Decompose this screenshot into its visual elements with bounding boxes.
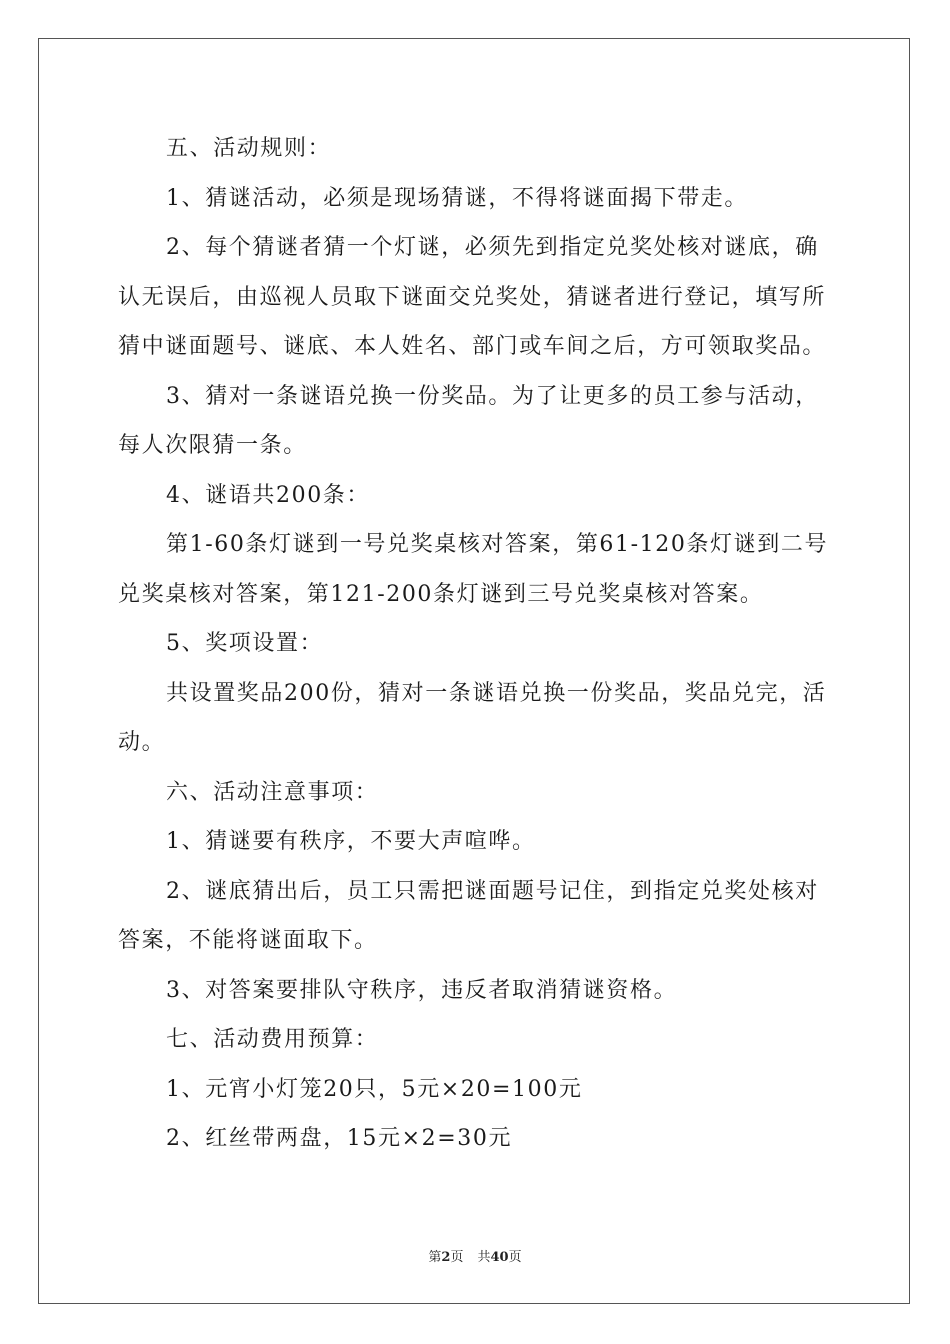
note-paragraph: 3、对答案要排队守秩序，违反者取消猜谜资格。 bbox=[166, 977, 678, 1003]
rule-paragraph: 4、谜语共200条： bbox=[166, 482, 370, 508]
section-heading-budget: 七、活动费用预算： bbox=[166, 1027, 379, 1052]
rule-paragraph: 1、猜谜活动，必须是现场猜谜，不得将谜面揭下带走。 bbox=[166, 185, 748, 211]
page-number-suffix: 页 bbox=[450, 1250, 464, 1265]
section-heading-notes: 六、活动注意事项： bbox=[166, 779, 379, 805]
page-number-total: 40 bbox=[490, 1250, 509, 1265]
page-number-prefix: 第 bbox=[428, 1250, 442, 1265]
section-heading-rules: 五、活动规则： bbox=[166, 136, 332, 161]
page-total-suffix: 页 bbox=[508, 1250, 522, 1265]
rule-paragraph: 5、奖项设置： bbox=[166, 631, 324, 656]
rule-paragraph: 2、每个猜谜者猜一个灯谜，必须先到指定兑奖处核对谜底，确认无误后，由巡视人员取下谜面交兑奖处，猜谜者进行登记，填写所猜中谜面题号、谜底、本人姓名、部门或车间之后，方可领取奖品。 bbox=[118, 235, 827, 359]
note-paragraph: 1、猜谜要有秩序，不要大声喧哗。 bbox=[166, 829, 536, 854]
rule-paragraph: 第1-60条灯谜到一号兑奖桌核对答案，第61-120条灯谜到二号兑奖桌核对答案，第121-200条灯谜到三号兑奖桌核对答案。 bbox=[118, 532, 829, 607]
document-body bbox=[118, 124, 838, 1164]
note-paragraph: 2、谜底猜出后，员工只需把谜面题号记住，到指定兑奖处核对答案，不能将谜面取下。 bbox=[118, 878, 819, 953]
page-total-prefix: 共 bbox=[477, 1250, 491, 1265]
budget-paragraph: 1、元宵小灯笼20只，5元×20=100元 bbox=[166, 1076, 583, 1102]
rule-paragraph: 3、猜对一条谜语兑换一份奖品。为了让更多的员工参与活动，每人次限猜一条。 bbox=[118, 383, 819, 458]
page-number-current: 2 bbox=[441, 1250, 451, 1265]
budget-paragraph: 2、红丝带两盘，15元×2=30元 bbox=[166, 1126, 513, 1151]
page-footer bbox=[0, 1246, 950, 1265]
rule-paragraph: 共设置奖品200份，猜对一条谜语兑换一份奖品，奖品兑完，活动。 bbox=[118, 680, 827, 755]
